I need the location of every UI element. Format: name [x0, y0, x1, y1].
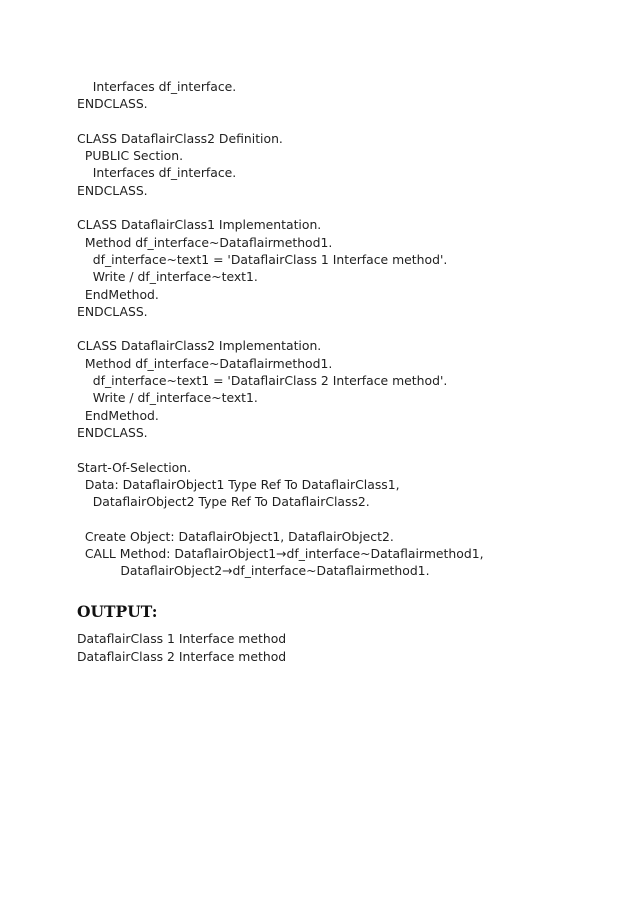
code-line: df_interface~text1 = 'DataflairClass 2 Interface method'.	[77, 373, 448, 389]
code-line: Create Object: DataflairObject1, DataflairObject2.	[77, 528, 394, 544]
code-line: Interfaces df_interface.	[77, 165, 237, 181]
code-line: Interfaces df_interface.	[77, 79, 237, 94]
code-listing	[77, 78, 617, 580]
blank-line	[77, 441, 617, 458]
blank-line	[77, 113, 617, 130]
code-line: CLASS DataflairClass2 Definition.	[77, 130, 283, 146]
code-line: EndMethod.	[77, 286, 159, 302]
code-line: ENDCLASS.	[77, 182, 148, 198]
blank-line	[77, 320, 617, 337]
code-line: DataflairObject2 Type Ref To DataflairClass2.	[77, 494, 370, 510]
code-line: DataflairObject2→df_interface~Dataflairmethod1.	[77, 563, 430, 579]
output-heading: OUTPUT:	[77, 602, 158, 621]
code-line: Method df_interface~Dataflairmethod1.	[77, 234, 333, 250]
code-line: ENDCLASS.	[77, 303, 148, 319]
blank-line	[77, 199, 617, 216]
code-line: Data: DataflairObject1 Type Ref To DataflairClass1,	[77, 476, 400, 492]
code-line: ENDCLASS.	[77, 96, 148, 112]
code-line: EndMethod.	[77, 407, 159, 423]
code-line: CLASS DataflairClass1 Implementation.	[77, 217, 322, 233]
code-line: ENDCLASS.	[77, 424, 148, 440]
code-line: CLASS DataflairClass2 Implementation.	[77, 338, 322, 354]
output-line: DataflairClass 1 Interface method	[77, 631, 287, 646]
code-line: df_interface~text1 = 'DataflairClass 1 Interface method'.	[77, 251, 448, 267]
code-line: Write / df_interface~text1.	[77, 269, 258, 285]
output-line: DataflairClass 2 Interface method	[77, 649, 287, 664]
code-line: Write / df_interface~text1.	[77, 390, 258, 406]
output-listing	[77, 630, 286, 666]
blank-line	[77, 510, 617, 527]
code-line: PUBLIC Section.	[77, 148, 184, 164]
code-line: CALL Method: DataflairObject1→df_interface~Dataflairmethod1,	[77, 546, 484, 562]
code-line: Start-Of-Selection.	[77, 459, 192, 475]
code-line: Method df_interface~Dataflairmethod1.	[77, 355, 333, 371]
